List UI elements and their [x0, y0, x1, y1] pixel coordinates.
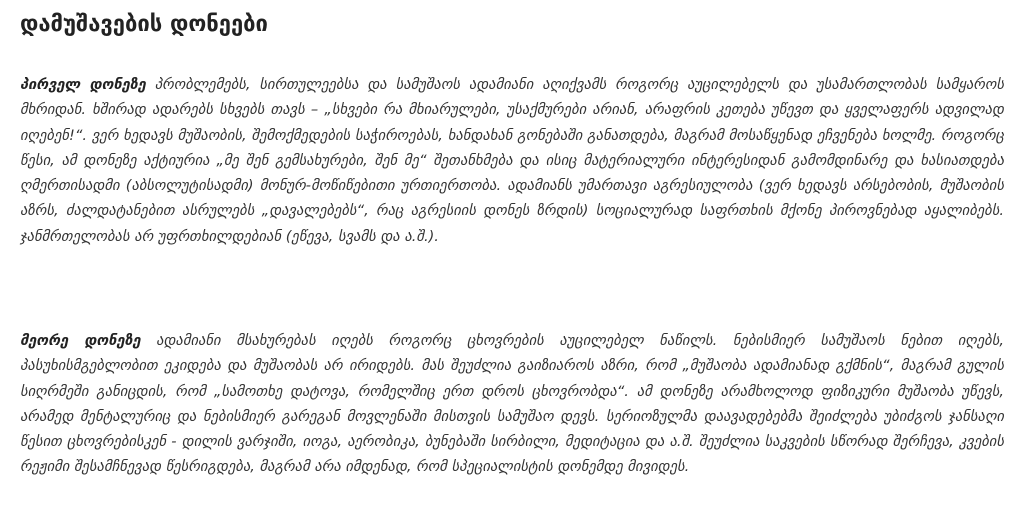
paragraph-text-level-1: პრობლემებს, სირთულეებსა და სამუშაოს ადამიანი აღიქვამს როგორც აუცილებელს და უსამართლობას სამყაროს მხრიდან. ხშირად ადარებს სხვებს თავს – „სხვები რა მხიარულები, უსაქმურები არიან, არაფრის კეთება უწევთ და ყველაფერს ადვილად იღებენ!“. ვერ ხედავს მუშაობის, შემოქმედების საჭიროებას, ხანდახან გონებაში განათდება, მაგრამ მოსაწყენად ეჩვენება ხოლმე. როგორც წესი, ამ დონეზე აქტიურია „მე შენ გემსახურები, შენ მე“ შეთანხმება და ისიც მატერიალური ინტერესიდან გამომდინარე და ხასიათდება ღმერთისადმი (აბსოლუტისადმი) მონურ-მოწიწებითი ურთიერთობა. ადამიანს უმართავი აგრესიულობა (ვერ ხედავს არსებობის, მუშაობის აზრს, ძალდატანებით ასრულებს „დავალებებს“, რაც აგრესიის დონეს ზრდის) სოციალურად საფრთხის მქონე პიროვნებად აყალიბებს. ჯანმრთელობას არ უფრთხილდებიან (ეწევა, სვამს და ა.შ.).: [20, 76, 1004, 245]
page-title: დამუშავების დონეები: [20, 12, 268, 37]
paragraph-lead-level-2: მეორე დონეზე: [20, 332, 141, 349]
paragraph-level-2: [20, 328, 1004, 480]
paragraph-text-level-2: ადამიანი მსახურებას იღებს როგორც ცხოვრების აუცილებელ ნაწილს. ნებისმიერ სამუშაოს ნებით იღებს, პასუხისმგებლობით ეკიდება და მუშაობას არ ირიდებს. მას შეუძლია გაიზიაროს აზრი, რომ „მუშაობა ადამიანად გქმნის“, მაგრამ გულის სიღრმეში განიცდის, რომ „სამოთხე დატოვა, რომელშიც ერთ დროს ცხოვრობდა“. ამ დონეზე არამხოლოდ ფიზიკური მუშაობა უწევს, არამედ მენტალურიც და ნებისმიერ გარეგან მოვლენაში მისთვის სამუშაო დევს. სერიოზულმა დაავადებებმა შეიძლება უბიძგოს ჯანსაღი წესით ცხოვრებისკენ - დილის ვარჯიში, იოგა, აერობიკა, ბუნებაში სირბილი, მედიტაცია და ა.შ. შეუძლია საკვების სწორად შერჩევა, კვების რეჟიმი შესამჩნევად წესრიგდება, მაგრამ არა იმდენად, რომ სპეციალისტის დონემდე მივიდეს.: [20, 332, 1004, 476]
paragraph-lead-level-1: პირველ დონეზე: [20, 76, 146, 93]
paragraph-level-1: [20, 72, 1004, 249]
